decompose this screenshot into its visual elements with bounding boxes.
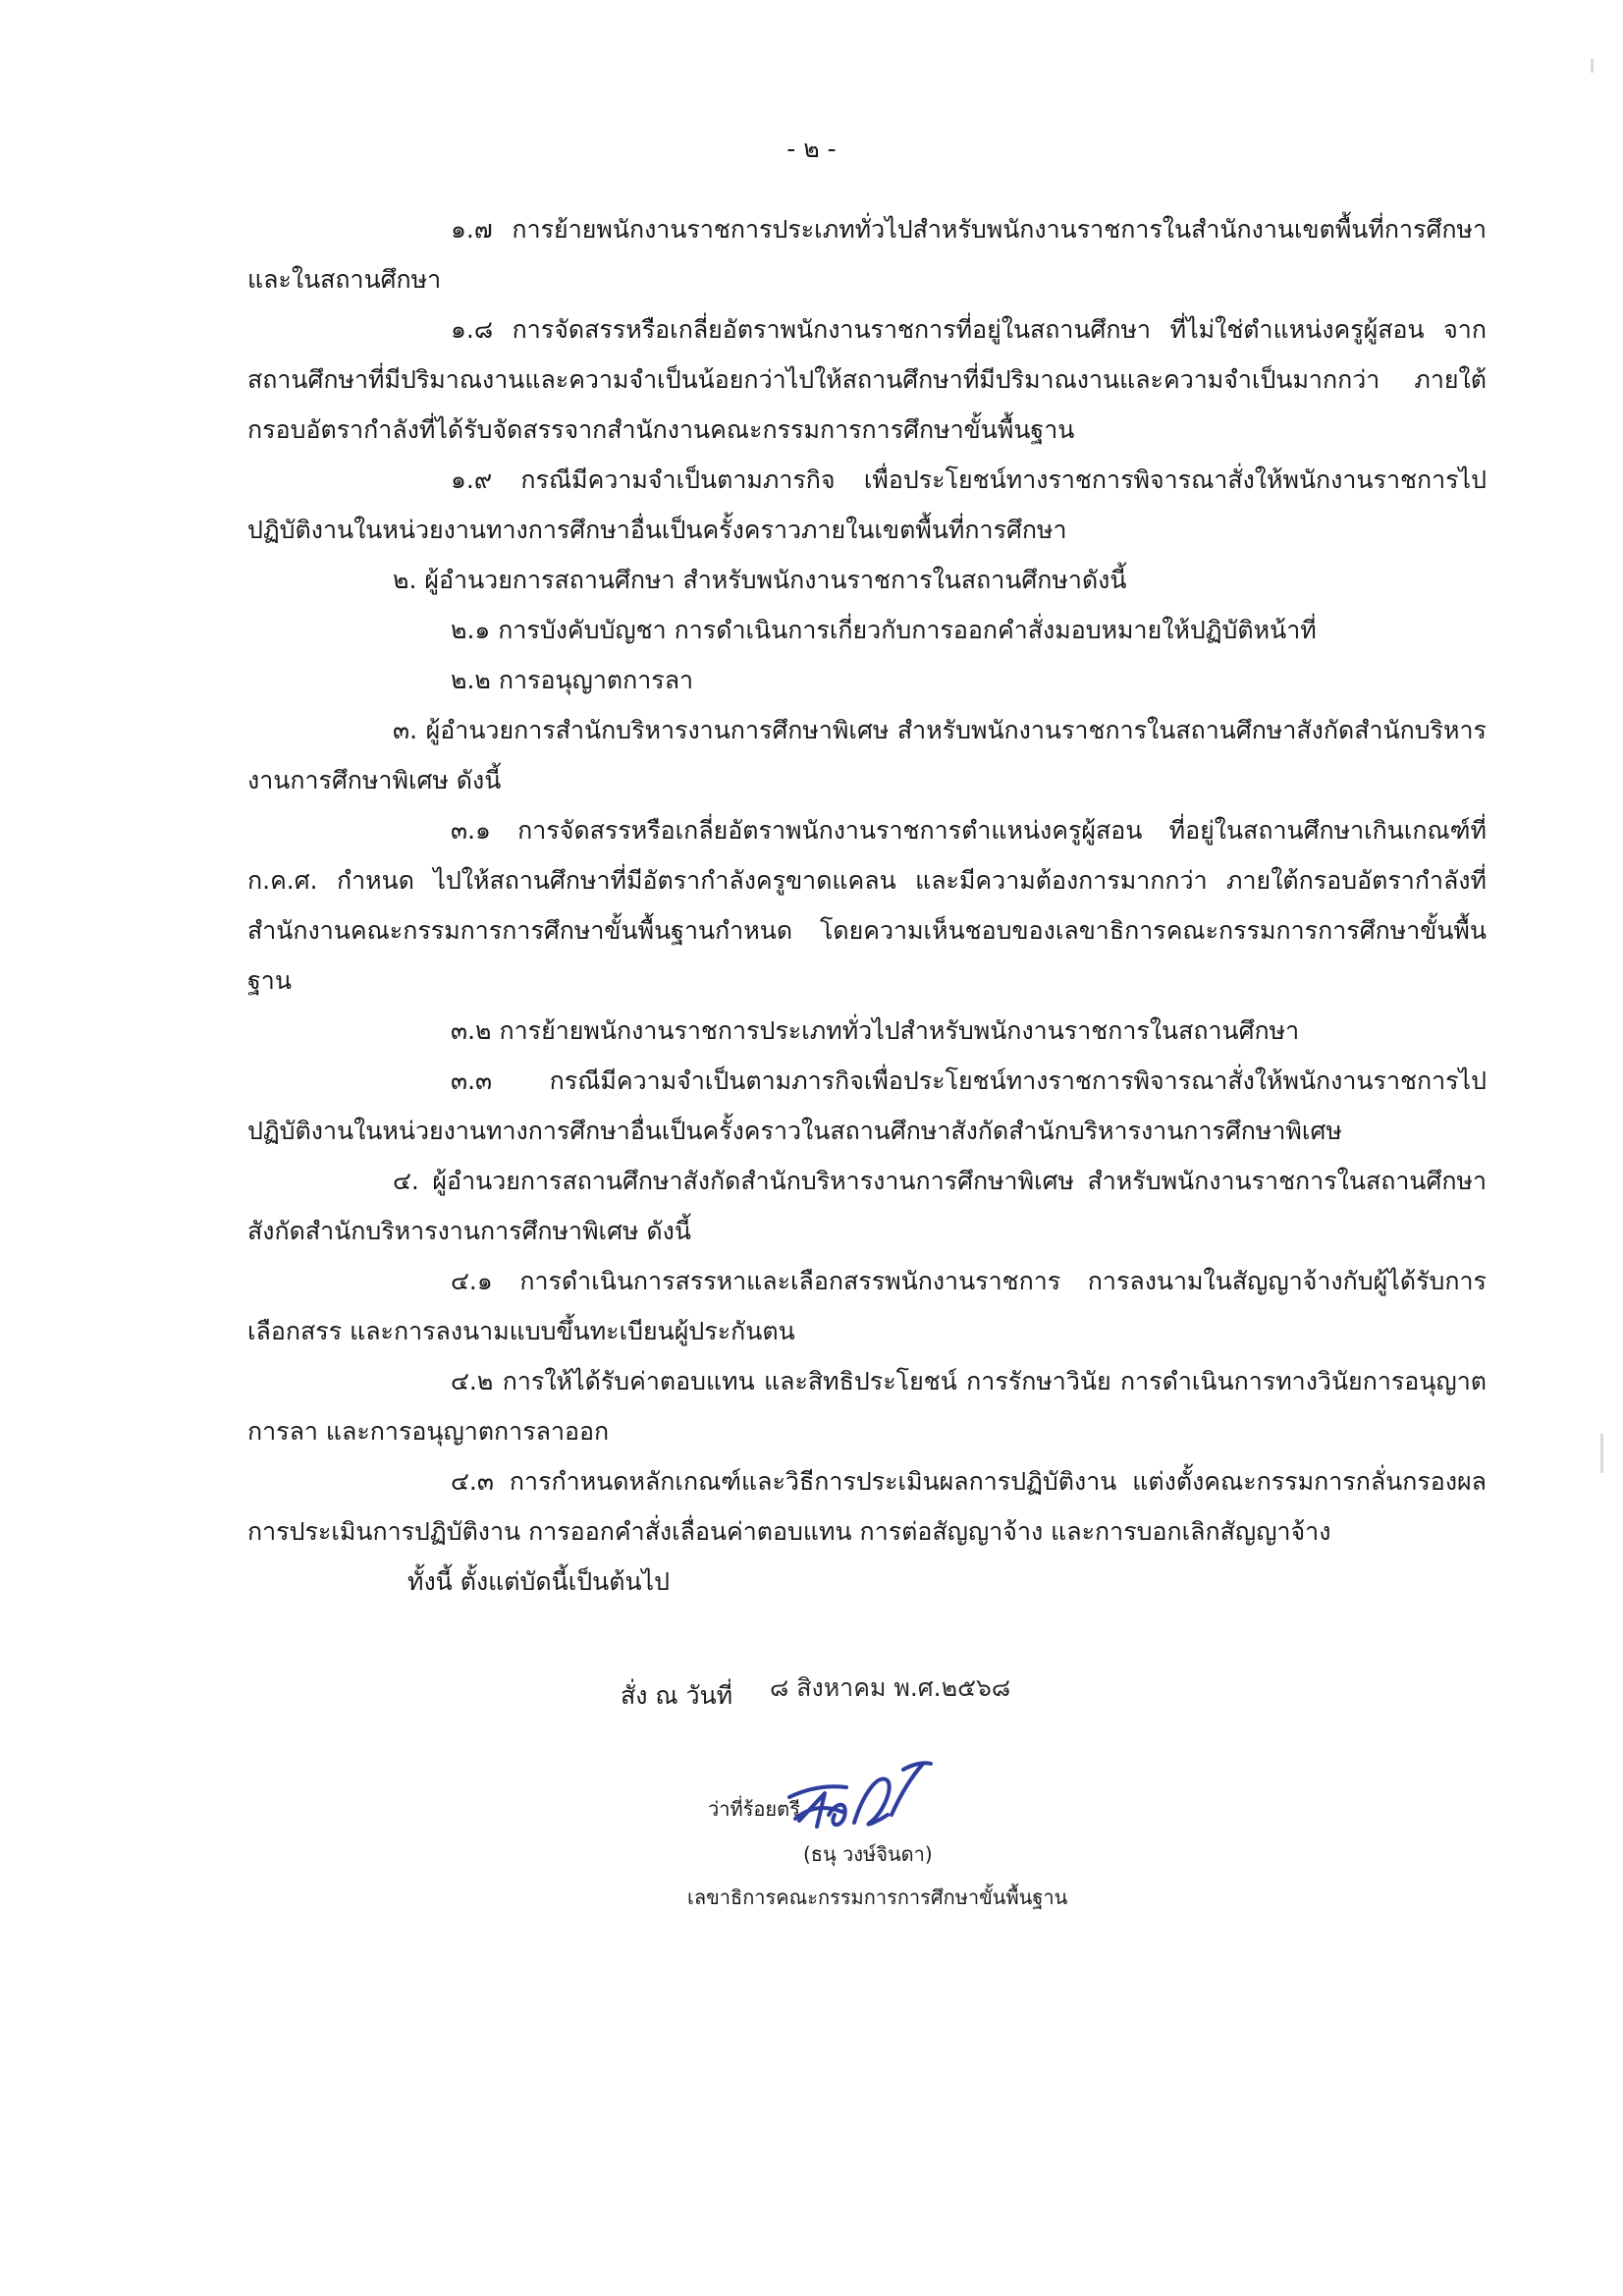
paragraph: ๒. ผู้อำนวยการสถานศึกษา สำหรับพนักงานราชการในสถานศึกษาดังนี้ [393,566,1127,594]
paragraph: ๑.๗ การย้ายพนักงานราชการประเภททั่วไปสำหรับพนักงานราชการในสำนักงานเขตพื้นที่การศึกษาและในสถานศึกษา [247,215,1487,294]
paragraph: ๔. ผู้อำนวยการสถานศึกษาสังกัดสำนักบริหารงานการศึกษาพิเศษ สำหรับพนักงานราชการในสถานศึกษาสังกัดสำนักบริหารงานการศึกษาพิเศษ ดังนี้ [247,1167,1487,1245]
paragraph: ๔.๓ การกำหนดหลักเกณฑ์และวิธีการประเมินผลการปฏิบัติงาน แต่งตั้งคณะกรรมการกลั่นกรองผลการประเมินการปฏิบัติงาน การออกคำสั่งเลื่อนค่าตอบแทน การต่อสัญญาจ้าง และการบอกเลิกสัญญาจ้าง [247,1467,1487,1546]
paragraph: ๒.๑ การบังคับบัญชา การดำเนินการเกี่ยวกับการออกคำสั่งมอบหมายให้ปฏิบัติหน้าที่ [451,616,1317,644]
paragraph: ๑.๘ การจัดสรรหรือเกลี่ยอัตราพนักงานราชการที่อยู่ในสถานศึกษา ที่ไม่ใช่ตำแหน่งครูผู้สอน จากสถานศึกษาที่มีปริมาณงานและความจำเป็นน้อยกว่าไปให้สถานศึกษาที่มีปริมาณงานและความจำเป็นมากกว่า ภายใต้กรอบอัตรากำลังที่ได้รับจัดสรรจากสำนักงานคณะกรรมการการศึกษาขั้นพื้นฐาน [247,315,1487,444]
page-number: - ๒ - [786,135,837,163]
order-date-value: ๘ สิงหาคม พ.ศ.๒๕๖๘ [770,1673,1011,1702]
paragraph: ๒.๒ การอนุญาตการลา [451,666,694,694]
paragraph: ๓.๓ กรณีมีความจำเป็นตามภารกิจเพื่อประโยชน์ทางราชการพิจารณาสั่งให้พนักงานราชการไปปฏิบัติงานในหน่วยงานทางการศึกษาอื่นเป็นครั้งคราวในสถานศึกษาสังกัดสำนักบริหารงานการศึกษาพิเศษ [247,1066,1487,1145]
paragraph: ๓.๑ การจัดสรรหรือเกลี่ยอัตราพนักงานราชการตำแหน่งครูผู้สอน ที่อยู่ในสถานศึกษาเกินเกณฑ์ที่ ก.ค.ศ. กำหนด ไปให้สถานศึกษาที่มีอัตรากำลังครูขาดแคลน และมีความต้องการมากกว่า ภายใต้กรอบอัตรากำลังที่สำนักงานคณะกรรมการการศึกษาขั้นพื้นฐานกำหนด โดยความเห็นชอบของเลขาธิการคณะกรรมการการศึกษาขั้นพื้นฐาน [247,816,1487,995]
paragraph: ทั้งนี้ ตั้งแต่บัดนี้เป็นต้นไป [407,1567,670,1596]
paragraph: ๓. ผู้อำนวยการสำนักบริหารงานการศึกษาพิเศษ สำหรับพนักงานราชการในสถานศึกษาสังกัดสำนักบริหารงานการศึกษาพิเศษ ดังนี้ [247,716,1487,794]
paragraph: ๔.๑ การดำเนินการสรรหาและเลือกสรรพนักงานราชการ การลงนามในสัญญาจ้างกับผู้ได้รับการเลือกสรร และการลงนามแบบขึ้นทะเบียนผู้ประกันตน [247,1267,1487,1345]
scan-artifact [1600,1434,1603,1473]
paragraph: ๑.๙ กรณีมีความจำเป็นตามภารกิจ เพื่อประโยชน์ทางราชการพิจารณาสั่งให้พนักงานราชการไปปฏิบัติงานในหน่วยงานทางการศึกษาอื่นเป็นครั้งคราวภายในเขตพื้นที่การศึกษา [247,465,1487,544]
signer-name: (ธนุ วงษ์จินดา) [803,1842,933,1866]
document-body [247,204,1487,1607]
order-date-label: สั่ง ณ วันที่ [621,1681,733,1710]
paragraph: ๓.๒ การย้ายพนักงานราชการประเภททั่วไปสำหรับพนักงานราชการในสถานศึกษา [451,1016,1300,1045]
signer-title: เลขาธิการคณะกรรมการการศึกษาขั้นพื้นฐาน [687,1886,1068,1909]
paragraph: ๔.๒ การให้ได้รับค่าตอบแทน และสิทธิประโยชน์ การรักษาวินัย การดำเนินการทางวินัยการอนุญาตการลา และการอนุญาตการลาออก [247,1367,1487,1446]
signer-rank: ว่าที่ร้อยตรี [708,1797,800,1821]
scan-artifact [1591,59,1594,73]
signature-image [785,1758,933,1846]
